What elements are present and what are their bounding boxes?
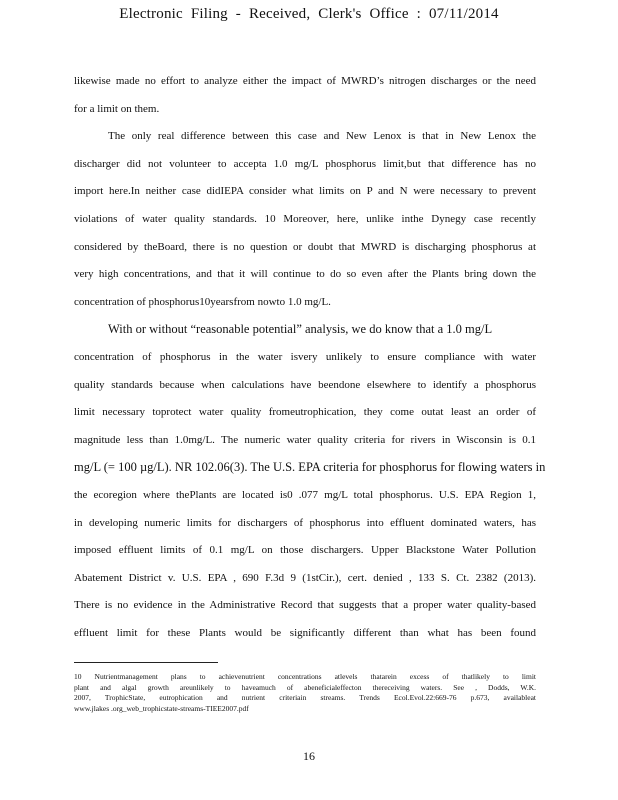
text-line: the ecoregion where thePlants are located is0 .077 mg/L total phosphorus. U.S. EPA Region 1, <box>74 488 536 501</box>
text-line: quality standards because when calculations have beendone elsewhere to identify a phosphorus <box>74 378 536 391</box>
text-line: The only real difference between this case and New Lenox is that in New Lenox the <box>108 130 536 143</box>
text-line: With or without “reasonable potential” analysis, we do know that a 1.0 mg/L <box>108 322 493 337</box>
text-line: in developing numeric limits for dischargers of phosphorus into effluent dominated waters, has <box>74 516 536 529</box>
page-number: 16 <box>303 749 315 763</box>
footnote-line: 10 Nutrientmanagement plans to achievenutrient concentrations atlevels thatarein excess of thatlikely to limit <box>74 672 536 681</box>
text-line: effluent limit for these Plants would be significantly different than what has been found <box>74 626 536 639</box>
text-line: limit necessary toprotect water quality fromeutrophication, they come outat least an order of <box>74 406 536 419</box>
text-line: very high concentrations, and that it will continue to do so even after the Plants bring down the <box>74 268 536 281</box>
text-line: Abatement District v. U.S. EPA , 690 F.3d 9 (1stCir.), cert. denied , 133 S. Ct. 2382 (2013). <box>74 571 536 584</box>
text-line: discharger did not volunteer to accepta 1.0 mg/L phosphorus limit,but that difference has no <box>74 157 536 170</box>
text-line: mg/L (= 100 µg/L). NR 102.06(3). The U.S. EPA criteria for phosphorus for flowing waters in <box>74 460 546 475</box>
text-line: likewise made no effort to analyze either the impact of MWRD’s nitrogen discharges or the need <box>74 75 536 87</box>
text-line: violations of water quality standards. 10 Moreover, here, unlike inthe Dynegy case recently <box>74 212 536 225</box>
footnote <box>74 672 536 714</box>
footnote-line: plant and algal growth areunlikely to haveamuch of abeneficialeffecton thereceiving waters. See , Dodds, W.K. <box>74 682 536 692</box>
footnote-divider <box>74 662 218 663</box>
text-line: concentration of phosphorus10yearsfrom nowto 1.0 mg/L. <box>74 295 331 308</box>
text-line: There is no evidence in the Administrative Record that suggests that a proper water quality-based <box>74 599 536 612</box>
text-line: considered by theBoard, there is no question or doubt that MWRD is discharging phosphorus at <box>74 240 536 253</box>
footnote-line: www.jlakes .org_web_trophicstate-streams-TIEE2007.pdf <box>74 703 249 713</box>
text-line: for a limit on them. <box>74 102 160 115</box>
filing-stamp-header: Electronic Filing - Received, Clerk's Office : 07/11/2014 <box>119 6 499 22</box>
footnote-line: 2007, TrophicState, eutrophication and nutrient criteriain streams. Trends Ecol.Evol.22:669-76 p.673, availableat <box>74 693 536 702</box>
text-line: imposed effluent limits of 0.1 mg/L on those dischargers. Upper Blackstone Water Pollution <box>74 544 536 557</box>
body-text <box>74 68 546 647</box>
text-line: import here.In neither case didIEPA consider what limits on P and N were necessary to prevent <box>74 185 536 198</box>
text-line: concentration of phosphorus in the water isvery unlikely to ensure compliance with water <box>74 350 536 363</box>
text-line: magnitude less than 1.0mg/L. The numeric water quality criteria for rivers in Wisconsin is 0.1 <box>74 433 536 446</box>
